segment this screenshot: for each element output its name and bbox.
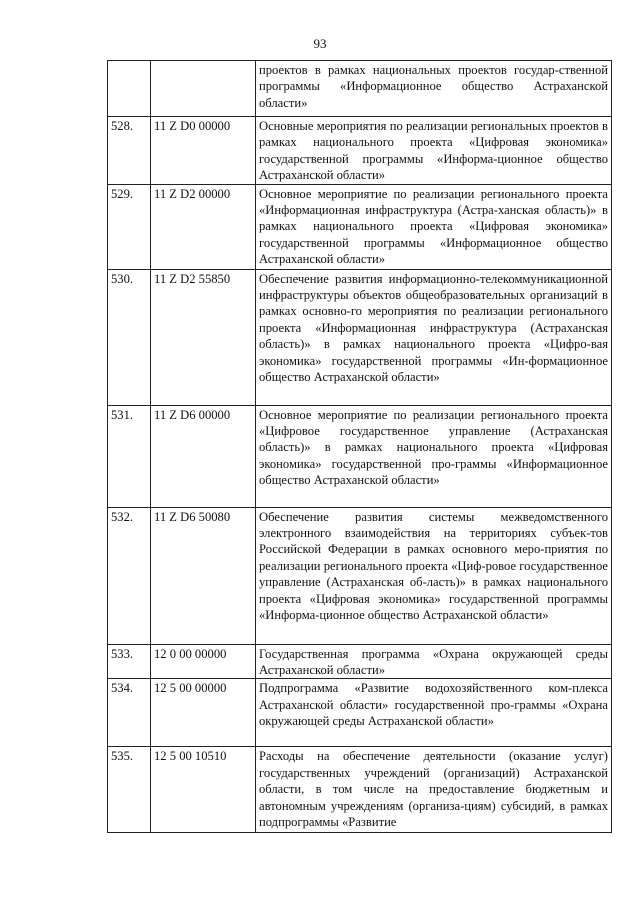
classification-code: 11 Z D2 00000 — [151, 184, 256, 269]
classification-code — [151, 61, 256, 117]
row-number: 535. — [108, 747, 151, 833]
row-number: 532. — [108, 507, 151, 644]
row-number: 531. — [108, 405, 151, 507]
row-number: 534. — [108, 679, 151, 747]
table-row — [108, 269, 612, 405]
page-number: 93 — [313, 36, 327, 51]
row-number: 529. — [108, 184, 151, 269]
expense-description: Основные мероприятия по реализации региональных проектов в рамках национального проекта «Цифровая экономика» государственной программы «Информа-ционное общество Астраханской области» — [256, 117, 612, 185]
classification-code: 11 Z D2 55850 — [151, 269, 256, 405]
classification-code: 12 5 00 00000 — [151, 679, 256, 747]
row-number: 530. — [108, 269, 151, 405]
table-row — [108, 184, 612, 269]
table-row — [108, 679, 612, 747]
expense-description: Расходы на обеспечение деятельности (оказание услуг) государственных учреждений (организаций) Астраханской области, в том числе на предоставление бюджетным и автономным учреждениям (организа-циям) субсидий, в рамках подпрограммы «Развитие — [256, 747, 612, 833]
budget-classification-table — [107, 60, 612, 833]
expense-description: Обеспечение развития системы межведомственного электронного взаимодействия на территориях субъек-тов Российской Федерации в рамках основного меро-приятия по реализации регионального проекта «Циф-ровое государственное управление (Астраханская об-ласть)» в рамках национального проекта «Цифровая экономика» государственной программы «Информа-ционное общество Астраханской области» — [256, 507, 612, 644]
expense-description: Обеспечение развития информационно-телекоммуникационной инфраструктуры объектов общеобразовательных организаций в рамках основно-го мероприятия по реализации регионального проекта «Информационная инфраструктура (Астраханская область)» в рамках национального проекта «Цифро-вая экономика» государственной программы «Ин-формационное общество Астраханской области» — [256, 269, 612, 405]
expense-description: Подпрограмма «Развитие водохозяйственного ком-плекса Астраханской области» государственной про-граммы «Охрана окружающей среды Астраханской области» — [256, 679, 612, 747]
classification-code: 11 Z D6 50080 — [151, 507, 256, 644]
classification-code: 12 0 00 00000 — [151, 644, 256, 679]
classification-code: 12 5 00 10510 — [151, 747, 256, 833]
expense-description: проектов в рамках национальных проектов государ-ственной программы «Информационное общество Астраханской области» — [256, 61, 612, 117]
table-row — [108, 61, 612, 117]
table-row — [108, 405, 612, 507]
table-row — [108, 747, 612, 833]
table-row — [108, 644, 612, 679]
classification-code: 11 Z D6 00000 — [151, 405, 256, 507]
row-number — [108, 61, 151, 117]
table-row — [108, 117, 612, 185]
expense-description: Основное мероприятие по реализации регионального проекта «Информационная инфраструктура (Астра-ханская область)» в рамках национального проекта «Цифровая экономика» государственной программы «Информационное общество Астраханской области» — [256, 184, 612, 269]
table-row — [108, 507, 612, 644]
expense-description: Основное мероприятие по реализации регионального проекта «Цифровое государственное управление (Астраханская область)» в рамках национального проекта «Цифровая экономика» государственной про-граммы «Информационное общество Астраханской области» — [256, 405, 612, 507]
classification-code: 11 Z D0 00000 — [151, 117, 256, 185]
row-number: 528. — [108, 117, 151, 185]
expense-description: Государственная программа «Охрана окружающей среды Астраханской области» — [256, 644, 612, 679]
row-number: 533. — [108, 644, 151, 679]
